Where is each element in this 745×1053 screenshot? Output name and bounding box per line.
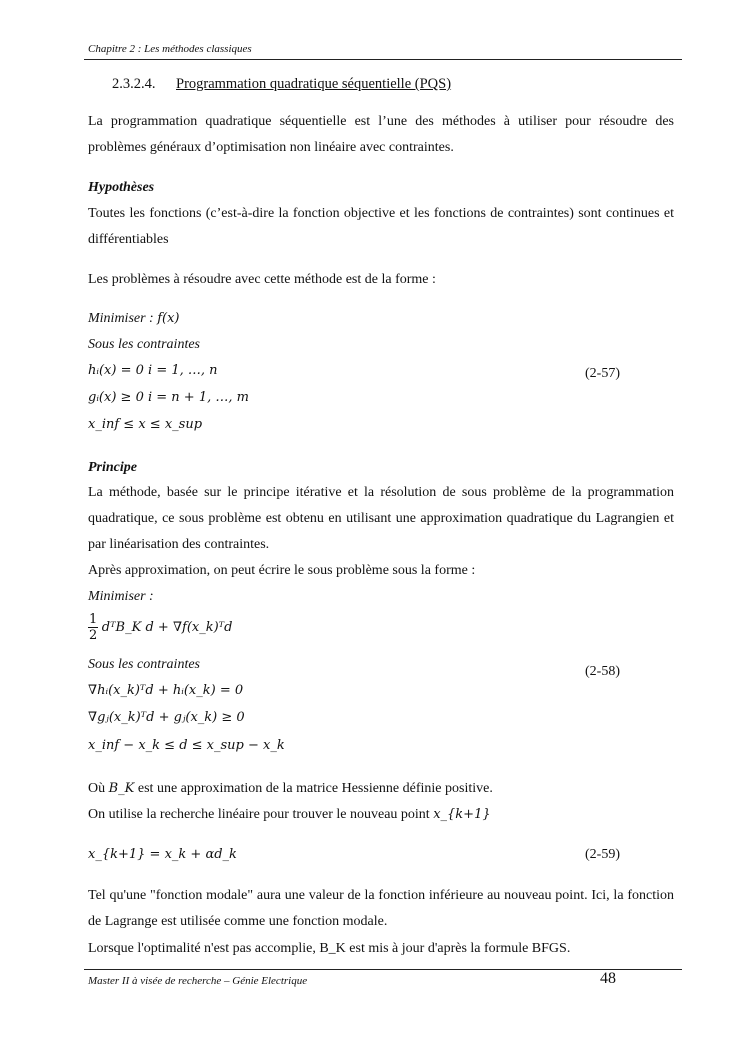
- principe-heading: Principe: [88, 460, 137, 475]
- hypotheses-text: Toutes les fonctions (c’est-à-dire la fonction objective et les fonctions de contraintes) sont continues et différentiables: [88, 206, 674, 247]
- next-point-symbol: x_{k+1}: [433, 807, 491, 822]
- bfgs-prefix: Lorsque l'optimalité n'est pas accomplie,: [88, 941, 316, 956]
- bk-symbol: B_K: [108, 781, 135, 796]
- section-heading: [112, 76, 451, 93]
- linearized-equality: ∇hᵢ(x_k)ᵀd + hᵢ(x_k) = 0: [88, 683, 244, 698]
- fraction-denominator: 2: [89, 628, 98, 643]
- one-half-fraction: [88, 612, 98, 643]
- footer-rule: [84, 969, 682, 970]
- linear-search-text: On utilise la recherche linéaire pour trouver le nouveau point: [88, 807, 430, 822]
- page-number: 48: [600, 970, 616, 987]
- minimize-label: Minimiser :: [88, 311, 154, 326]
- constraint-inequality: gᵢ(x) ≥ 0 i = n + 1, …, m: [88, 390, 249, 405]
- intro-paragraph: La programmation quadratique séquentielle est l’une des méthodes à utiliser pour résoudre des problèmes généraux d’optimisation non linéaire avec contraintes.: [88, 114, 674, 155]
- constraints-label-2: Sous les contraintes: [88, 657, 200, 672]
- step-bounds: x_inf − x_k ≤ d ≤ x_sup − x_k: [88, 738, 285, 753]
- hessian-suffix: est une approximation de la matrice Hessienne définie positive.: [137, 781, 493, 796]
- section-title: Programmation quadratique séquentielle (PQS): [176, 76, 452, 92]
- equation-number-2: (2-58): [585, 664, 620, 679]
- header-rule: [84, 59, 682, 60]
- objective-formula: f(x): [157, 311, 180, 326]
- subproblem-objective: [88, 612, 232, 643]
- approximation-text: Après approximation, on peut écrire le sous problème sous la forme :: [88, 563, 476, 578]
- linear-search-note: [88, 807, 491, 823]
- constraints-label: Sous les contraintes: [88, 337, 200, 352]
- hessian-prefix: Où: [88, 781, 106, 796]
- running-header: Chapitre 2 : Les méthodes classiques: [88, 43, 252, 55]
- linearized-inequality: ∇gⱼ(x_k)ᵀd + gⱼ(x_k) ≥ 0: [88, 710, 245, 725]
- problem-intro: Les problèmes à résoudre avec cette méthode est de la forme :: [88, 272, 436, 287]
- equation-number: (2-57): [585, 366, 620, 381]
- minimize-label-2: Minimiser :: [88, 589, 154, 604]
- update-equation: x_{k+1} = x_k + αd_k: [88, 847, 237, 862]
- constraint-equality: hᵢ(x) = 0 i = 1, …, n: [88, 363, 218, 378]
- fraction-numerator: 1: [89, 612, 98, 627]
- subproblem-formula: dᵀB_K d + ∇f(x_k)ᵀd: [101, 620, 233, 635]
- principe-text: La méthode, basée sur le principe itérative et la résolution de sous problème de la programmation quadratique, ce sous problème est obtenu en utilisant une approximation quadratique du Lagrangien et par linéarisation des contraintes.: [88, 485, 674, 552]
- bfgs-note: [88, 941, 570, 957]
- equation-number-3: (2-59): [585, 847, 620, 862]
- hypotheses-heading: Hypothèses: [88, 180, 155, 195]
- bfgs-symbol: B_K: [319, 941, 346, 956]
- constraint-bounds: x_inf ≤ x ≤ x_sup: [88, 417, 203, 432]
- footer-text: Master II à visée de recherche – Génie Electrique: [88, 975, 308, 987]
- section-number: 2.3.2.4.: [112, 76, 156, 92]
- closing-paragraph: Tel qu'une "fonction modale" aura une valeur de la fonction inférieure au nouveau point. Ici, la fonction de Lagrange est utilisée comme une fonction modale.: [88, 888, 674, 929]
- hessian-note: [88, 781, 493, 797]
- problem-objective: [88, 311, 180, 327]
- bfgs-suffix: est mis à jour d'après la formule BFGS.: [349, 941, 571, 956]
